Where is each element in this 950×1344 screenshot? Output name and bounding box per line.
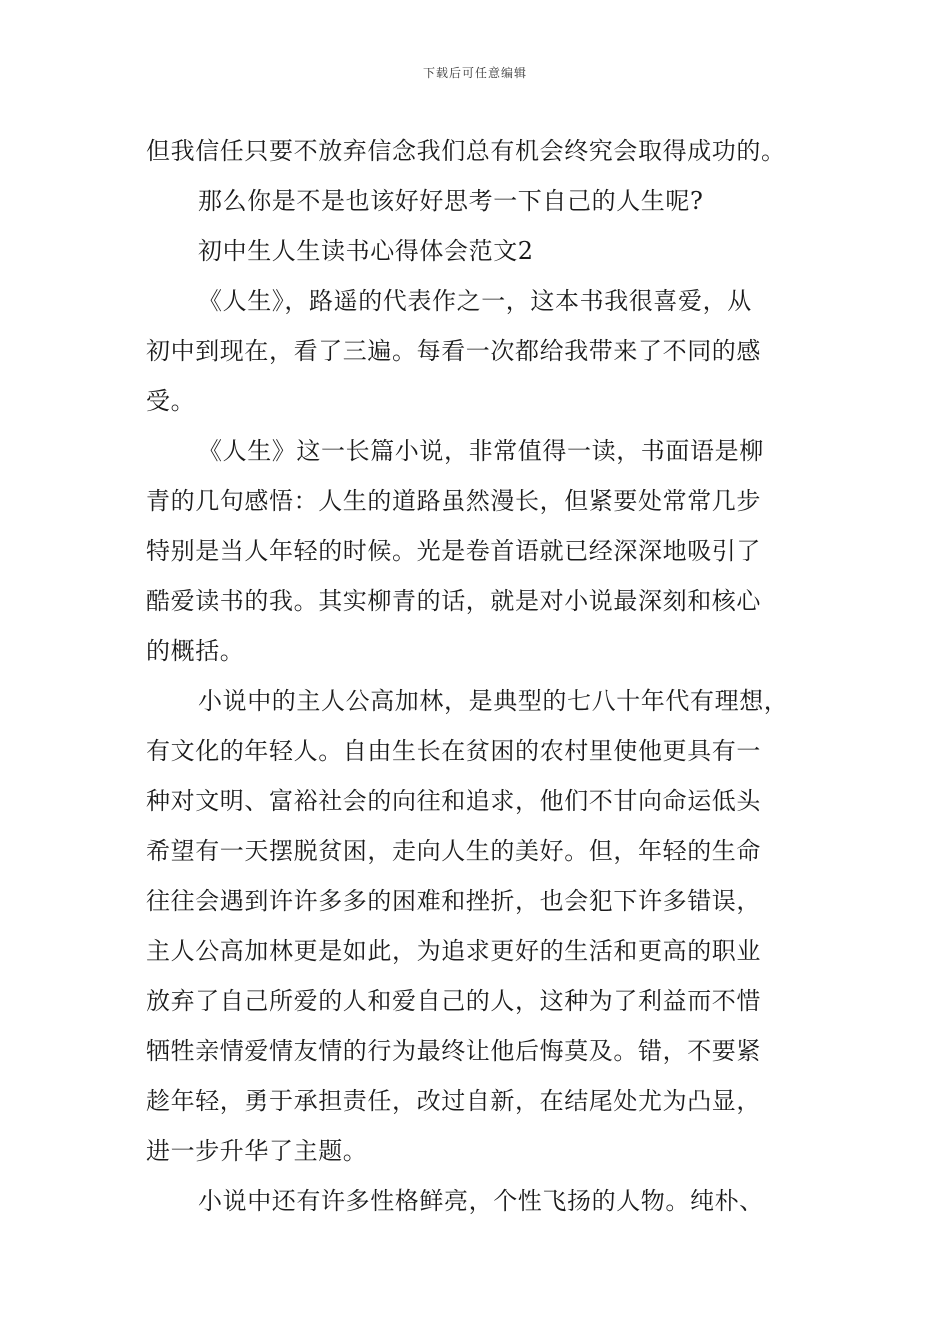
text-line: 种对文明、富裕社会的向往和追求，他们不甘向命运低头 [146,787,761,815]
text-line: 希望有一天摆脱贫困，走向人生的美好。但，年轻的生命 [146,837,761,865]
text-line: 有文化的年轻人。自由生长在贫困的农村里使他更具有一 [146,737,761,765]
text-line: 《人生》这一长篇小说，非常值得一读，书面语是柳 [198,437,764,465]
text-line: 酷爱读书的我。其实柳青的话，就是对小说最深刻和核心 [146,587,761,615]
text-line: 主人公高加林更是如此，为追求更好的生活和更高的职业 [146,937,761,965]
text-line: 特别是当人年轻的时候。光是卷首语就已经深深地吸引了 [146,537,761,565]
document-body [146,126,806,1226]
text-line: 但我信任只要不放弃信念我们总有机会终究会取得成功的。 [146,137,786,165]
text-line: 的概括。 [146,637,245,665]
text-line: 往往会遇到许许多多的困难和挫折，也会犯下许多错误， [146,887,761,915]
text-line: 青的几句感悟：人生的道路虽然漫长，但紧要处常常几步 [146,487,761,515]
text-line: 牺牲亲情爱情友情的行为最终让他后悔莫及。错，不要紧 [146,1037,761,1065]
text-line: 受。 [146,387,196,415]
text-line: 趁年轻，勇于承担责任，改过自新，在结尾处尤为凸显， [146,1087,761,1115]
text-line: 初中到现在，看了三遍。每看一次都给我带来了不同的感 [146,337,761,365]
text-line: 进一步升华了主题。 [146,1137,368,1165]
text-line: 放弃了自己所爱的人和爱自己的人，这种为了利益而不惜 [146,987,761,1015]
text-line: 小说中还有许多性格鲜亮，个性飞扬的人物。纯朴、 [198,1187,764,1215]
page-header: 下载后可任意编辑 [422,66,527,80]
section-heading: 初中生人生读书心得体会范文2 [198,237,534,265]
text-line: 那么你是不是也该好好思考一下自己的人生呢? [198,187,704,215]
text-line: 《人生》，路遥的代表作之一，这本书我很喜爱，从 [198,287,752,315]
text-line: 小说中的主人公高加林，是典型的七八十年代有理想， [198,687,789,715]
